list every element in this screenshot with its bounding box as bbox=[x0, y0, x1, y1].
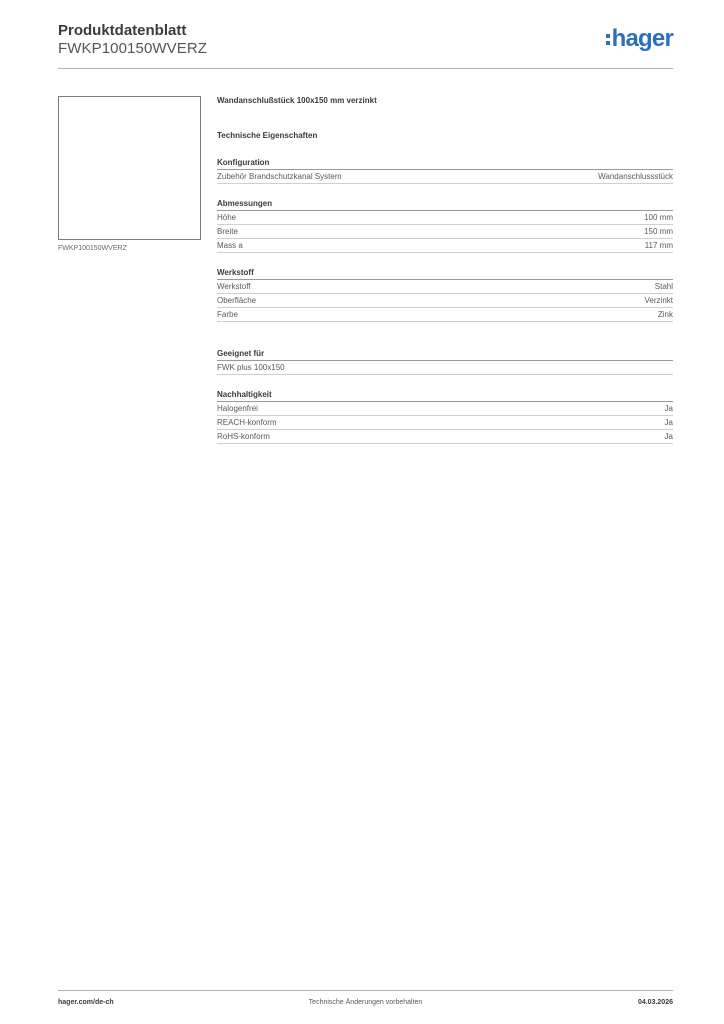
page-footer bbox=[58, 999, 673, 1011]
property-label: Halogenfrei bbox=[217, 404, 258, 413]
property-value: Wandanschlussstück bbox=[598, 172, 673, 181]
technical-properties-heading: Technische Eigenschaften bbox=[217, 131, 318, 140]
property-label: Breite bbox=[217, 227, 238, 236]
property-value: Stahl bbox=[654, 282, 673, 291]
property-row bbox=[217, 430, 673, 444]
property-row bbox=[217, 239, 673, 253]
section-title: Konfiguration bbox=[217, 158, 673, 170]
section-abmessungen bbox=[217, 199, 673, 253]
footer-website-link[interactable]: hager.com/de-ch bbox=[58, 999, 114, 1006]
hager-logo bbox=[606, 26, 673, 52]
property-row bbox=[217, 361, 673, 375]
section-werkstoff bbox=[217, 268, 673, 322]
property-row bbox=[217, 170, 673, 184]
property-label: REACH-konform bbox=[217, 418, 277, 427]
property-value: Verzinkt bbox=[644, 296, 673, 305]
property-value: 117 mm bbox=[644, 241, 673, 250]
property-value: Ja bbox=[664, 418, 673, 427]
property-row bbox=[217, 294, 673, 308]
property-row bbox=[217, 211, 673, 225]
property-label: Mass a bbox=[217, 241, 243, 250]
page-header bbox=[58, 22, 673, 70]
property-label: Farbe bbox=[217, 310, 238, 319]
product-details bbox=[217, 96, 673, 444]
property-label: Werkstoff bbox=[217, 282, 251, 291]
property-value: Ja bbox=[664, 432, 673, 441]
logo-dots-icon bbox=[606, 34, 610, 45]
product-name: Wandanschlußstück 100x150 mm verzinkt bbox=[217, 96, 377, 105]
property-label: FWK plus 100x150 bbox=[217, 363, 285, 372]
section-nachhaltigkeit bbox=[217, 390, 673, 444]
product-image-placeholder bbox=[58, 96, 201, 240]
section-title: Werkstoff bbox=[217, 268, 673, 280]
product-image-caption: FWKP100150WVERZ bbox=[58, 245, 127, 252]
footer-date: 04.03.2026 bbox=[637, 999, 673, 1006]
product-code: FWKP100150WVERZ bbox=[58, 40, 208, 57]
property-label: Oberfläche bbox=[217, 296, 257, 305]
property-row bbox=[217, 225, 673, 239]
property-value: Ja bbox=[664, 404, 673, 413]
property-row bbox=[217, 280, 673, 294]
header-divider bbox=[58, 68, 673, 69]
document-title: Produktdatenblatt bbox=[58, 22, 187, 39]
property-label: Zubehör Brandschutzkanal System bbox=[217, 172, 342, 181]
property-row bbox=[217, 416, 673, 430]
property-value: 150 mm bbox=[644, 227, 673, 236]
logo-text: hager bbox=[611, 25, 673, 52]
property-label: RoHS-konform bbox=[217, 432, 270, 441]
section-title: Abmessungen bbox=[217, 199, 673, 211]
section-title: Geeignet für bbox=[217, 349, 673, 361]
property-row bbox=[217, 402, 673, 416]
footer-divider bbox=[58, 990, 673, 991]
section-konfiguration bbox=[217, 158, 673, 184]
property-value: 100 mm bbox=[644, 213, 673, 222]
property-row bbox=[217, 308, 673, 322]
section-title: Nachhaltigkeit bbox=[217, 390, 673, 402]
footer-notice: Technische Änderungen vorbehalten bbox=[308, 999, 423, 1006]
section-geeignet-fuer bbox=[217, 349, 673, 375]
property-label: Höhe bbox=[217, 213, 237, 222]
property-value: Zink bbox=[657, 310, 673, 319]
